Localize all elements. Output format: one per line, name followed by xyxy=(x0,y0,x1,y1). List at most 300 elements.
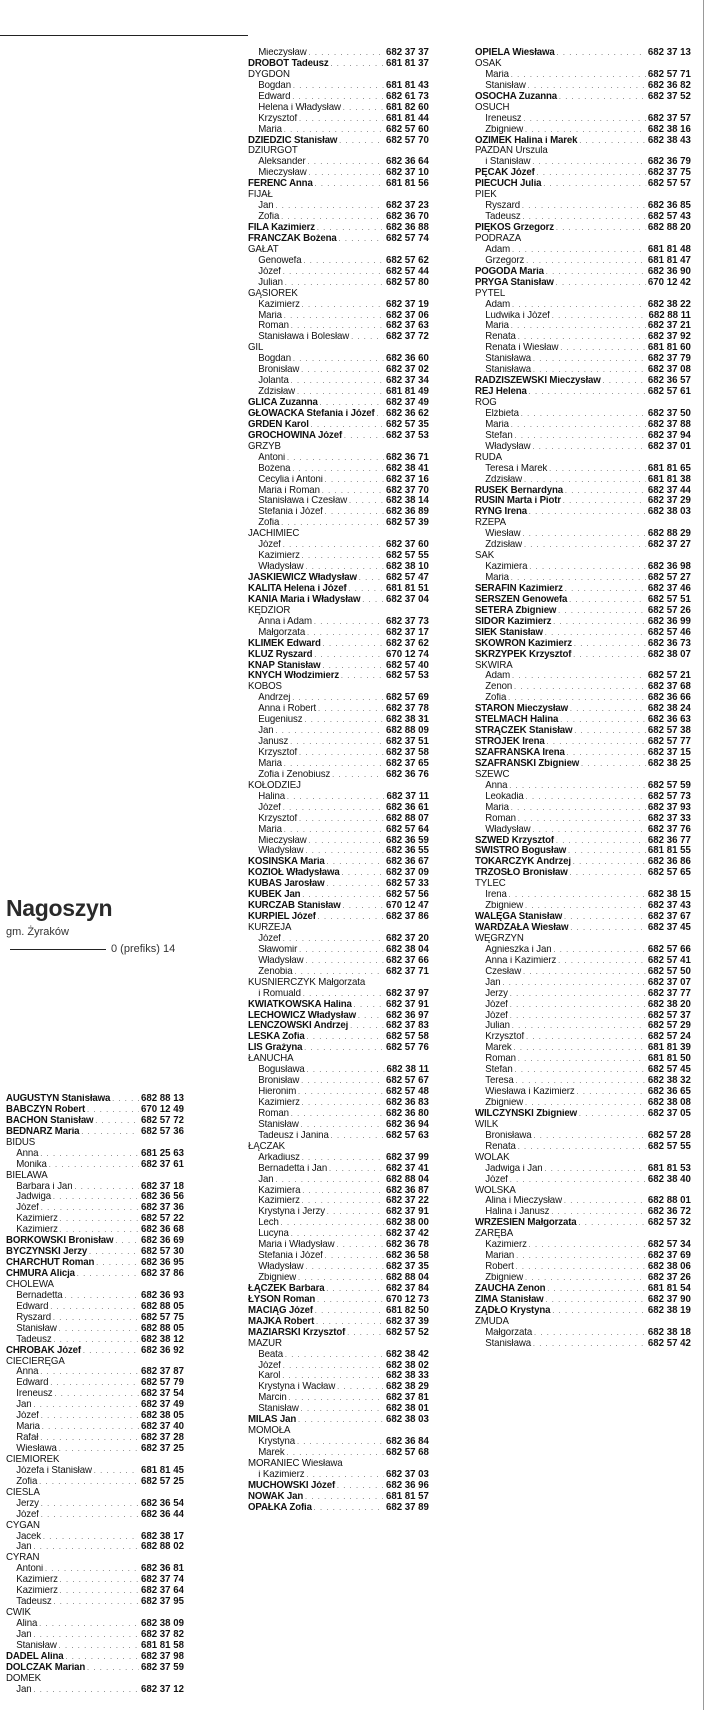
directory-entry xyxy=(6,1127,184,1138)
surname-heading: WOLAK xyxy=(475,1152,510,1163)
leader-dots xyxy=(525,901,646,912)
directory-entry xyxy=(475,639,691,650)
directory-entry xyxy=(248,1503,429,1514)
leader-dots xyxy=(50,1378,139,1389)
leader-dots xyxy=(284,311,384,322)
entry-name: Rafał xyxy=(16,1433,39,1444)
directory-entry xyxy=(248,989,429,1000)
leader-dots xyxy=(291,1229,384,1240)
directory-entry xyxy=(475,814,691,825)
directory-entry xyxy=(475,136,691,147)
leader-dots xyxy=(339,234,385,245)
directory-entry xyxy=(248,1207,429,1218)
entry-name: Renata xyxy=(485,1141,516,1152)
directory-entry xyxy=(475,354,691,365)
leader-dots xyxy=(284,759,384,770)
phone-number: 682 36 57 xyxy=(647,376,691,387)
leader-dots xyxy=(283,1361,384,1372)
directory-entry xyxy=(475,157,691,168)
directory-entry xyxy=(248,879,429,890)
directory-entry xyxy=(248,1218,429,1229)
directory-entry xyxy=(248,551,429,562)
leader-dots xyxy=(309,168,385,179)
entry-name: Zdzisław xyxy=(485,540,523,551)
surname-heading: JACHIMIEC xyxy=(248,529,300,540)
entry-name: Bernadetta i Jan xyxy=(258,1163,328,1174)
directory-entry xyxy=(475,584,691,595)
phone-number: 682 38 20 xyxy=(647,999,691,1010)
leader-dots xyxy=(518,332,646,343)
leader-dots xyxy=(568,846,646,857)
phone-number: 682 37 51 xyxy=(385,737,429,748)
entry-name: Zofia xyxy=(258,518,280,529)
surname-heading: WĘGRZYN xyxy=(475,933,524,944)
directory-entry xyxy=(6,1499,184,1510)
leader-dots xyxy=(64,1291,139,1302)
prefix-rule xyxy=(10,949,106,950)
surname-heading: CYRAN xyxy=(6,1553,40,1564)
surname-heading: KURZEJA xyxy=(248,923,292,933)
phone-number: 681 81 37 xyxy=(385,58,429,69)
directory-entry xyxy=(475,245,691,256)
directory-entry xyxy=(248,256,429,267)
entry-name: Zbigniew xyxy=(485,1098,524,1108)
entry-name: Wiesława i Kazimierz xyxy=(485,1087,575,1098)
phone-number: 682 57 46 xyxy=(647,627,691,638)
leader-dots xyxy=(320,398,384,409)
directory-entry xyxy=(248,125,429,136)
leader-dots xyxy=(532,442,646,453)
directory-entry xyxy=(475,540,691,551)
phone-number: 682 37 82 xyxy=(140,1629,184,1640)
entry-name: Hieronim xyxy=(258,1087,297,1098)
leader-dots xyxy=(516,1251,646,1262)
directory-entry xyxy=(248,201,429,212)
entry-name: LECHOWICZ Władysław xyxy=(248,1010,356,1021)
leader-dots xyxy=(337,1481,384,1492)
directory-entry xyxy=(475,332,691,343)
directory-entry xyxy=(248,223,429,234)
phone-number: 682 37 02 xyxy=(385,365,429,376)
entry-name: Renata i Wiesław xyxy=(485,343,559,354)
entry-name: Kazimiera xyxy=(485,562,528,573)
entry-name: BABCZYN Robert xyxy=(6,1104,86,1115)
phone-number: 682 37 04 xyxy=(385,594,429,605)
leader-dots xyxy=(329,1164,384,1175)
surname-heading: GRZYB xyxy=(248,441,281,452)
phone-number: 682 37 37 xyxy=(385,48,429,58)
entry-name: Maria i Roman xyxy=(258,485,320,496)
entry-name: KANIA Maria i Władysław xyxy=(248,594,361,605)
leader-dots xyxy=(299,748,384,759)
surname-heading: SAK xyxy=(475,551,495,562)
phone-number: 682 36 60 xyxy=(385,354,429,365)
directory-entry xyxy=(6,1247,184,1258)
phone-number: 682 37 95 xyxy=(140,1597,184,1608)
surname-heading: DZIURGOT xyxy=(248,146,298,157)
directory-entry xyxy=(6,1521,184,1532)
entry-name: i Kazimierz xyxy=(258,1469,305,1480)
leader-dots xyxy=(306,1032,384,1043)
directory-entry xyxy=(475,825,691,836)
phone-number: 682 57 24 xyxy=(647,1032,691,1043)
directory-entry xyxy=(475,912,691,923)
leader-dots xyxy=(60,1214,139,1225)
entry-name: Józef xyxy=(16,1411,39,1422)
directory-entry xyxy=(248,496,429,507)
leader-dots xyxy=(567,748,646,759)
entry-name: Ryszard xyxy=(16,1312,52,1323)
entry-name: OPIELA Wiesława xyxy=(475,48,555,58)
leader-dots xyxy=(33,1685,139,1696)
directory-entry xyxy=(6,1357,184,1368)
phone-number: 682 38 41 xyxy=(385,463,429,474)
directory-entry xyxy=(248,212,429,223)
directory-entry xyxy=(248,332,429,343)
phone-number: 682 57 55 xyxy=(385,551,429,562)
entry-name: Adam xyxy=(485,299,511,310)
leader-dots xyxy=(351,332,384,343)
leader-dots xyxy=(512,245,646,256)
directory-entry xyxy=(475,1339,691,1350)
directory-entry xyxy=(475,486,691,497)
leader-dots xyxy=(513,1043,646,1054)
phone-number: 682 36 71 xyxy=(385,452,429,463)
phone-number: 682 57 64 xyxy=(385,824,429,835)
surname-heading: GAŁAT xyxy=(248,244,279,255)
directory-entry xyxy=(475,868,691,879)
entry-name: Zofia xyxy=(258,212,280,223)
leader-dots xyxy=(305,846,384,857)
directory-entry xyxy=(475,704,691,715)
phone-number: 682 57 58 xyxy=(385,1032,429,1043)
leader-dots xyxy=(326,1284,384,1295)
directory-entry xyxy=(475,1032,691,1043)
entry-name: Alina i Mieczysław xyxy=(485,1196,562,1207)
phone-number: 682 36 96 xyxy=(385,1480,429,1491)
phone-number: 682 38 31 xyxy=(385,715,429,726)
directory-entry xyxy=(248,814,429,825)
directory-entry xyxy=(475,376,691,387)
phone-number: 682 37 63 xyxy=(385,321,429,332)
phone-number: 682 57 21 xyxy=(647,671,691,682)
leader-dots xyxy=(74,1182,139,1193)
entry-name: KURPIEL Józef xyxy=(248,912,316,923)
phone-number: 682 37 64 xyxy=(140,1586,184,1597)
phone-number: 682 37 06 xyxy=(385,310,429,321)
directory-entry xyxy=(248,179,429,190)
directory-entry xyxy=(475,1186,691,1197)
directory-entry xyxy=(6,1466,184,1477)
leader-dots xyxy=(577,1087,647,1098)
directory-entry xyxy=(248,1153,429,1164)
entry-name: Stanisław xyxy=(485,80,526,91)
directory-entry xyxy=(475,748,691,759)
entry-name: GŁOWACKA Stefania i Józef xyxy=(248,408,375,419)
directory-entry xyxy=(248,1109,429,1120)
leader-dots xyxy=(281,1218,384,1229)
entry-name: Edward xyxy=(16,1378,49,1389)
directory-entry xyxy=(248,1065,429,1076)
directory-entry xyxy=(6,1433,184,1444)
phone-number: 682 88 04 xyxy=(385,1273,429,1283)
entry-name: Mieczysław xyxy=(258,835,307,846)
directory-entry xyxy=(6,1455,184,1466)
surname-heading: MAZUR xyxy=(248,1338,282,1349)
directory-entry xyxy=(248,1011,429,1022)
phone-number: 682 36 79 xyxy=(647,157,691,168)
directory-entry xyxy=(475,1196,691,1207)
phone-number: 682 37 97 xyxy=(385,988,429,999)
phone-number: 682 38 03 xyxy=(647,507,691,518)
directory-entry xyxy=(248,70,429,81)
phone-number: 670 12 74 xyxy=(385,649,429,660)
directory-entry xyxy=(248,1186,429,1197)
directory-entry xyxy=(248,1000,429,1011)
entry-name: LENCZOWSKI Andrzej xyxy=(248,1021,349,1032)
phone-number: 682 88 11 xyxy=(648,310,691,321)
directory-entry xyxy=(248,464,429,475)
leader-dots xyxy=(339,136,384,147)
leader-dots xyxy=(33,1400,139,1411)
entry-name: Jan xyxy=(258,726,274,737)
leader-dots xyxy=(315,1306,384,1317)
leader-dots xyxy=(298,1415,384,1426)
entry-name: WILCZYŃSKI Zbigniew xyxy=(475,1108,578,1119)
entry-name: Stanisława xyxy=(485,1338,532,1349)
leader-dots xyxy=(526,1032,646,1043)
leader-dots xyxy=(115,1236,139,1247)
directory-entry xyxy=(475,1251,691,1262)
entry-name: SZWED Krzysztof xyxy=(475,835,554,846)
entry-name: Maria xyxy=(258,310,282,321)
phone-number: 682 37 65 xyxy=(385,758,429,769)
directory-column-1 xyxy=(6,1094,184,1696)
phone-number: 682 37 88 xyxy=(647,419,691,430)
directory-entry xyxy=(248,1251,429,1262)
entry-name: Krystyna i Wacław xyxy=(258,1382,336,1393)
directory-entry xyxy=(6,1258,184,1269)
phone-number: 682 36 88 xyxy=(385,223,429,233)
entry-name: Jan xyxy=(16,1629,32,1640)
directory-entry xyxy=(475,289,691,300)
surname-heading: GIL xyxy=(248,343,264,354)
directory-entry xyxy=(248,518,429,529)
entry-name: Halina i Janusz xyxy=(485,1207,550,1218)
entry-name: BYCZYŃSKI Jerzy xyxy=(6,1247,88,1258)
leader-dots xyxy=(284,825,384,836)
phone-number: 682 37 22 xyxy=(385,1196,429,1207)
entry-name: Stanisława i Czesław xyxy=(258,496,348,507)
entry-name: ŻĄDŁO Krystyna xyxy=(475,1305,551,1316)
directory-entry xyxy=(6,1335,184,1346)
surname-heading: SKWIRA xyxy=(475,660,513,671)
phone-number: 682 36 97 xyxy=(385,1010,429,1021)
leader-dots xyxy=(287,453,384,464)
entry-name: Anna xyxy=(485,780,508,791)
leader-dots xyxy=(96,1258,139,1269)
directory-entry xyxy=(6,1444,184,1455)
entry-name: PRYGA Stanisław xyxy=(475,277,554,288)
entry-name: Bogdan xyxy=(258,354,291,365)
phone-number: 682 57 35 xyxy=(385,419,429,430)
leader-dots xyxy=(512,1021,646,1032)
directory-entry xyxy=(248,540,429,551)
directory-entry xyxy=(475,1120,691,1131)
phone-number: 682 88 02 xyxy=(140,1542,184,1553)
directory-entry xyxy=(248,48,429,59)
leader-dots xyxy=(532,825,646,836)
leader-dots xyxy=(544,1164,646,1175)
directory-entry xyxy=(475,321,691,332)
entry-name: Stefan xyxy=(485,1065,513,1076)
directory-entry xyxy=(6,1532,184,1543)
leader-dots xyxy=(516,1076,647,1087)
entry-name: Mieczysław xyxy=(258,168,307,179)
phone-number: 682 37 18 xyxy=(140,1181,184,1192)
phone-number: 682 88 20 xyxy=(647,223,691,233)
phone-number: 682 37 42 xyxy=(385,1229,429,1240)
entry-name: STAROŃ Mieczysław xyxy=(475,704,569,715)
entry-name: Władysław xyxy=(485,824,531,835)
leader-dots xyxy=(59,1444,139,1455)
entry-name: Wiesław xyxy=(485,529,521,540)
entry-name: Edward xyxy=(16,1301,49,1312)
phone-number: 682 36 70 xyxy=(385,212,429,223)
directory-entry xyxy=(248,398,429,409)
phone-number: 682 57 75 xyxy=(140,1312,184,1323)
phone-number: 682 37 20 xyxy=(385,933,429,944)
directory-entry xyxy=(248,289,429,300)
directory-entry xyxy=(475,48,691,59)
entry-name: Sławomir xyxy=(258,944,298,955)
entry-name: MAZIARSKI Krzysztof xyxy=(248,1327,346,1338)
directory-entry xyxy=(475,179,691,190)
phone-number: 682 38 33 xyxy=(385,1371,429,1382)
leader-dots xyxy=(502,978,646,989)
phone-number: 682 37 25 xyxy=(140,1444,184,1454)
prefix-line xyxy=(6,943,184,955)
entry-name: Andrzej xyxy=(258,693,291,704)
directory-entry xyxy=(248,1142,429,1153)
directory-entry xyxy=(475,890,691,901)
phone-number: 682 57 30 xyxy=(140,1247,184,1258)
directory-entry xyxy=(475,1284,691,1295)
directory-entry xyxy=(475,726,691,737)
phone-number: 681 81 60 xyxy=(647,343,691,354)
leader-dots xyxy=(516,1262,647,1273)
directory-entry xyxy=(475,300,691,311)
entry-name: STROJEK Irena xyxy=(475,737,545,748)
entry-name: SZAFRAŃSKI Zbigniew xyxy=(475,758,580,769)
surname-heading: PIEK xyxy=(475,190,497,201)
leader-dots xyxy=(509,781,646,792)
directory-entry xyxy=(248,923,429,934)
directory-entry xyxy=(248,704,429,715)
directory-entry xyxy=(248,715,429,726)
entry-name: Julian xyxy=(485,1021,510,1032)
phone-number: 682 36 95 xyxy=(140,1258,184,1269)
phone-number: 682 36 85 xyxy=(647,201,691,212)
phone-number: 681 81 54 xyxy=(647,1283,691,1294)
directory-entry xyxy=(248,1273,429,1284)
leader-dots xyxy=(563,496,646,507)
leader-dots xyxy=(305,1262,384,1273)
leader-dots xyxy=(302,1196,384,1207)
entry-name: DADEL Alina xyxy=(6,1651,64,1662)
leader-dots xyxy=(301,1120,384,1131)
leader-dots xyxy=(54,1389,139,1400)
leader-dots xyxy=(284,125,384,136)
phone-number: 681 81 43 xyxy=(385,80,429,91)
directory-entry xyxy=(6,1400,184,1411)
leader-dots xyxy=(304,1043,384,1054)
entry-name: RUSEK Bernardyna xyxy=(475,485,563,496)
phone-number: 682 37 59 xyxy=(140,1662,184,1673)
entry-name: Julian xyxy=(258,277,283,288)
entry-name: JAŚKIEWICZ Władysław xyxy=(248,573,357,583)
leader-dots xyxy=(533,354,646,365)
entry-name: Józef xyxy=(258,266,281,277)
directory-entry xyxy=(248,387,429,398)
entry-name: Maria xyxy=(258,758,282,769)
entry-name: Roman xyxy=(258,1108,289,1119)
directory-entry xyxy=(475,1109,691,1120)
entry-name: Józef xyxy=(258,933,281,944)
leader-dots xyxy=(547,1284,646,1295)
directory-entry xyxy=(248,343,429,354)
directory-entry xyxy=(475,496,691,507)
entry-name: Krystyna xyxy=(258,1437,296,1448)
leader-dots xyxy=(283,267,384,278)
directory-entry xyxy=(248,825,429,836)
leader-dots xyxy=(285,278,384,289)
leader-dots xyxy=(315,179,385,190)
phone-number: 682 37 78 xyxy=(385,704,429,715)
phone-number: 681 81 56 xyxy=(385,179,429,190)
leader-dots xyxy=(292,464,384,475)
directory-entry xyxy=(248,300,429,311)
directory-entry xyxy=(248,311,429,322)
leader-dots xyxy=(291,376,384,387)
phone-number: 682 88 07 xyxy=(385,813,429,824)
entry-name: GROCHOWINA Józef xyxy=(248,430,343,441)
phone-number: 670 12 73 xyxy=(385,1294,429,1305)
entry-name: BACHOŃ Stanisław xyxy=(6,1115,94,1126)
leader-dots xyxy=(60,1225,139,1236)
entry-name: Bronisława xyxy=(485,1130,532,1141)
entry-name: MAJKA Robert xyxy=(248,1316,315,1327)
phone-number: 682 37 10 xyxy=(385,168,429,179)
phone-number: 682 37 07 xyxy=(647,977,691,988)
phone-number: 682 88 13 xyxy=(140,1094,184,1104)
phone-number: 682 36 55 xyxy=(385,846,429,857)
leader-dots xyxy=(332,770,384,781)
leader-dots xyxy=(533,1131,646,1142)
entry-name: Władysław xyxy=(258,562,304,573)
phone-number: 682 37 09 xyxy=(385,868,429,879)
entry-name: Aleksander xyxy=(258,157,306,168)
entry-name: Maria xyxy=(485,321,509,332)
directory-entry xyxy=(475,387,691,398)
entry-name: Adam xyxy=(485,244,511,255)
entry-name: Kazimierz xyxy=(258,551,300,562)
entry-name: Jadwiga i Jan xyxy=(485,1163,543,1174)
entry-name: NOWAK Jan xyxy=(248,1491,304,1502)
directory-entry xyxy=(6,1641,184,1652)
directory-entry xyxy=(475,846,691,857)
directory-entry xyxy=(248,278,429,289)
